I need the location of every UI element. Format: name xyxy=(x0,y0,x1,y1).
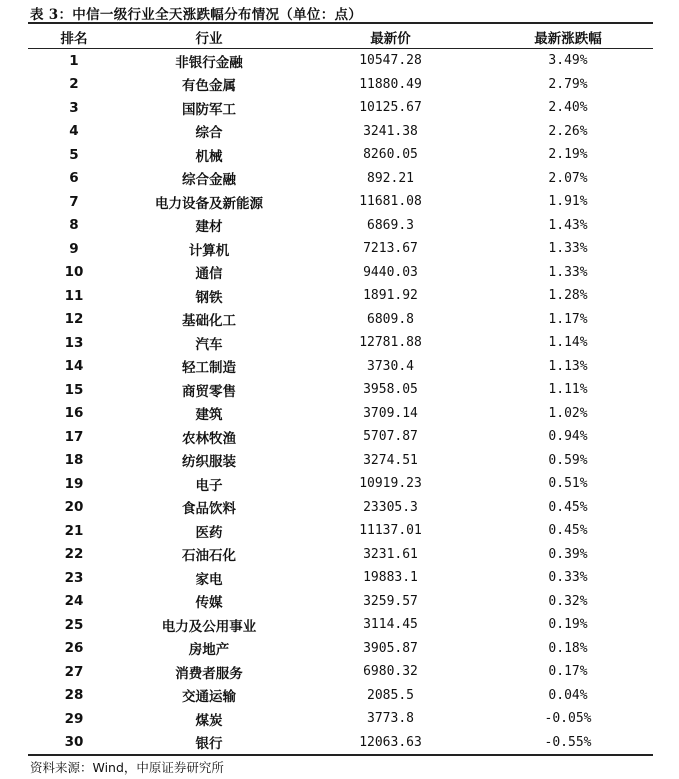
rank-cell: 2 xyxy=(69,76,79,93)
change-cell: 2.19% xyxy=(548,147,588,163)
rank-cell: 17 xyxy=(64,428,84,445)
change-cell: 1.11% xyxy=(548,382,588,398)
table-row xyxy=(28,143,653,167)
industry-cell: 汽车 xyxy=(195,336,223,353)
rank-cell: 3 xyxy=(69,99,79,116)
table-row xyxy=(28,96,653,120)
change-cell: 3.49% xyxy=(548,53,588,69)
rank-cell: 13 xyxy=(64,334,84,351)
industry-cell: 纺织服装 xyxy=(182,454,236,471)
price-cell: 3259.57 xyxy=(363,593,418,609)
change-cell: 1.43% xyxy=(548,217,588,233)
change-cell: 0.32% xyxy=(548,593,588,609)
price-cell: 2085.5 xyxy=(367,687,414,703)
table-row xyxy=(28,684,653,708)
industry-cell: 商贸零售 xyxy=(182,383,236,400)
industry-cell: 银行 xyxy=(195,736,223,753)
change-cell: 0.17% xyxy=(548,664,588,680)
rank-cell: 16 xyxy=(64,405,84,422)
rank-cell: 7 xyxy=(69,193,79,210)
table-row xyxy=(28,284,653,308)
industry-cell: 计算机 xyxy=(188,242,230,259)
rank-cell: 24 xyxy=(64,593,84,610)
change-cell: 1.91% xyxy=(548,194,588,210)
header-change: 最新涨跌幅 xyxy=(534,30,602,47)
price-cell: 12063.63 xyxy=(359,734,422,750)
industry-cell: 石油石化 xyxy=(182,548,236,565)
industry-cell: 非银行金融 xyxy=(175,54,243,71)
table-row xyxy=(28,355,653,379)
price-cell: 9440.03 xyxy=(363,264,418,280)
industry-cell: 医药 xyxy=(195,524,223,541)
industry-cell: 综合金融 xyxy=(182,172,236,189)
rank-cell: 5 xyxy=(69,146,79,163)
price-cell: 3241.38 xyxy=(363,123,418,139)
table-row xyxy=(28,237,653,261)
rank-cell: 29 xyxy=(64,710,84,727)
change-cell: 0.59% xyxy=(548,452,588,468)
industry-cell: 食品饮料 xyxy=(182,501,236,518)
industry-cell: 建筑 xyxy=(195,407,223,424)
rank-cell: 23 xyxy=(64,569,84,586)
industry-cell: 交通运输 xyxy=(182,689,236,706)
table-row xyxy=(28,731,653,755)
price-cell: 3114.45 xyxy=(363,617,418,633)
price-cell: 12781.88 xyxy=(359,335,422,351)
table-bottom-rule xyxy=(28,754,653,756)
price-cell: 6869.3 xyxy=(367,217,414,233)
industry-cell: 消费者服务 xyxy=(175,665,243,682)
table-row xyxy=(28,613,653,637)
rank-cell: 21 xyxy=(64,522,84,539)
table-row xyxy=(28,331,653,355)
rank-cell: 8 xyxy=(69,217,79,234)
price-cell: 6809.8 xyxy=(367,311,414,327)
industry-cell: 农林牧渔 xyxy=(182,430,236,447)
industry-cell: 基础化工 xyxy=(182,313,236,330)
price-cell: 7213.67 xyxy=(363,241,418,257)
table-row xyxy=(28,73,653,97)
change-cell: 1.28% xyxy=(548,288,588,304)
price-cell: 5707.87 xyxy=(363,429,418,445)
change-cell: 0.33% xyxy=(548,570,588,586)
table-row xyxy=(28,449,653,473)
industry-cell: 国防军工 xyxy=(182,101,236,118)
rank-cell: 22 xyxy=(64,546,84,563)
table-row xyxy=(28,167,653,191)
rank-cell: 27 xyxy=(64,663,84,680)
price-cell: 8260.05 xyxy=(363,147,418,163)
rank-cell: 28 xyxy=(64,687,84,704)
price-cell: 3231.61 xyxy=(363,546,418,562)
price-cell: 10125.67 xyxy=(359,100,422,116)
industry-cell: 钢铁 xyxy=(195,289,223,306)
price-cell: 892.21 xyxy=(367,170,414,186)
price-cell: 3958.05 xyxy=(363,382,418,398)
industry-cell: 电力设备及新能源 xyxy=(155,195,263,212)
rank-cell: 19 xyxy=(64,475,84,492)
price-cell: 6980.32 xyxy=(363,664,418,680)
price-cell: 3730.4 xyxy=(367,358,414,374)
change-cell: 2.26% xyxy=(548,123,588,139)
source-note: 资料来源：Wind，中原证券研究所 xyxy=(30,760,224,775)
change-cell: 0.19% xyxy=(548,617,588,633)
table-row xyxy=(28,566,653,590)
header-rank: 排名 xyxy=(60,30,88,47)
table-row xyxy=(28,707,653,731)
price-cell: 10547.28 xyxy=(359,53,422,69)
table-row xyxy=(28,472,653,496)
industry-cell: 电子 xyxy=(195,477,223,494)
change-cell: 2.79% xyxy=(548,76,588,92)
table-row xyxy=(28,190,653,214)
price-cell: 23305.3 xyxy=(363,499,418,515)
industry-cell: 综合 xyxy=(195,125,223,142)
rank-cell: 18 xyxy=(64,452,84,469)
change-cell: 1.33% xyxy=(548,241,588,257)
table-row xyxy=(28,120,653,144)
table-row xyxy=(28,378,653,402)
table-row xyxy=(28,496,653,520)
price-cell: 11137.01 xyxy=(359,523,422,539)
rank-cell: 25 xyxy=(64,616,84,633)
table-row xyxy=(28,519,653,543)
table-body xyxy=(28,49,653,754)
industry-cell: 家电 xyxy=(195,571,223,588)
change-cell: 0.39% xyxy=(548,546,588,562)
change-cell: 1.13% xyxy=(548,358,588,374)
rank-cell: 20 xyxy=(64,499,84,516)
table-row xyxy=(28,214,653,238)
rank-cell: 26 xyxy=(64,640,84,657)
industry-cell: 建材 xyxy=(195,219,223,236)
table-caption: 表 3：中信一级行业全天涨跌幅分布情况（单位：点） xyxy=(30,7,363,23)
rank-cell: 14 xyxy=(64,358,84,375)
industry-cell: 房地产 xyxy=(188,642,230,659)
price-cell: 19883.1 xyxy=(363,570,418,586)
table-row xyxy=(28,425,653,449)
change-cell: 2.07% xyxy=(548,170,588,186)
table-header-row xyxy=(28,25,653,48)
industry-cell: 煤炭 xyxy=(195,712,223,729)
price-cell: 10919.23 xyxy=(359,476,422,492)
table-row xyxy=(28,543,653,567)
price-cell: 11681.08 xyxy=(359,194,422,210)
table-top-rule xyxy=(28,22,653,24)
change-cell: 0.45% xyxy=(548,499,588,515)
rank-cell: 12 xyxy=(64,311,84,328)
header-price: 最新价 xyxy=(370,30,411,47)
change-cell: 1.02% xyxy=(548,405,588,421)
table-row xyxy=(28,261,653,285)
rank-cell: 15 xyxy=(64,381,84,398)
table-row xyxy=(28,49,653,73)
change-cell: 2.40% xyxy=(548,100,588,116)
table-row xyxy=(28,590,653,614)
table-row xyxy=(28,660,653,684)
industry-cell: 轻工制造 xyxy=(182,360,236,377)
change-cell: 0.04% xyxy=(548,687,588,703)
change-cell: -0.55% xyxy=(544,734,592,750)
rank-cell: 1 xyxy=(69,52,79,69)
industry-cell: 机械 xyxy=(195,148,223,165)
change-cell: 0.18% xyxy=(548,640,588,656)
change-cell: 0.51% xyxy=(548,476,588,492)
table-row xyxy=(28,637,653,661)
rank-cell: 11 xyxy=(64,287,84,304)
price-cell: 3905.87 xyxy=(363,640,418,656)
change-cell: 0.45% xyxy=(548,523,588,539)
change-cell: 0.94% xyxy=(548,429,588,445)
change-cell: 1.14% xyxy=(548,335,588,351)
price-cell: 11880.49 xyxy=(359,76,422,92)
table-row xyxy=(28,402,653,426)
price-cell: 3709.14 xyxy=(363,405,418,421)
rank-cell: 10 xyxy=(64,264,84,281)
price-cell: 1891.92 xyxy=(363,288,418,304)
rank-cell: 6 xyxy=(69,170,79,187)
table-row xyxy=(28,308,653,332)
rank-cell: 9 xyxy=(69,240,79,257)
rank-cell: 30 xyxy=(64,734,84,751)
change-cell: 1.17% xyxy=(548,311,588,327)
industry-cell: 有色金属 xyxy=(182,78,236,95)
industry-cell: 传媒 xyxy=(195,595,223,612)
industry-cell: 电力及公用事业 xyxy=(161,618,257,635)
rank-cell: 4 xyxy=(69,123,79,140)
header-industry: 行业 xyxy=(195,30,223,47)
price-cell: 3773.8 xyxy=(367,711,414,727)
change-cell: 1.33% xyxy=(548,264,588,280)
price-cell: 3274.51 xyxy=(363,452,418,468)
change-cell: -0.05% xyxy=(544,711,592,727)
industry-cell: 通信 xyxy=(195,266,223,283)
